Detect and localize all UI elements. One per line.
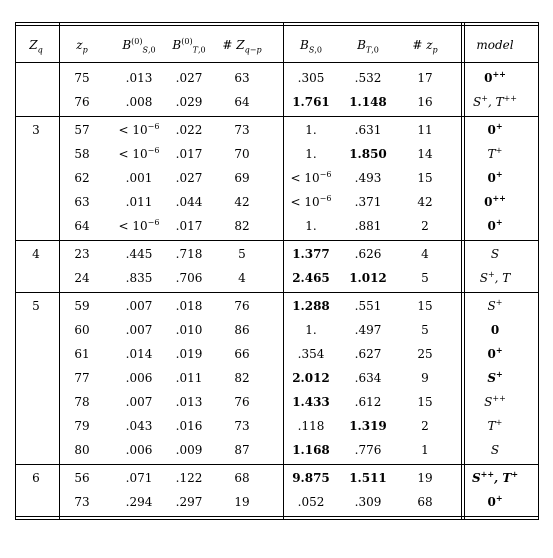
nzqp-cell: 86 — [234, 323, 250, 337]
bt-cell: .634 — [354, 371, 382, 385]
bs-cell: 1.377 — [292, 247, 330, 261]
bs-cell: 1.761 — [292, 95, 330, 109]
nzp-cell: 5 — [421, 271, 429, 285]
zq-cell: 4 — [32, 247, 40, 261]
bs0-cell: .835 — [125, 271, 153, 285]
nzqp-cell: 5 — [238, 247, 246, 261]
model-cell: T+ — [487, 418, 503, 433]
zp-cell: 57 — [74, 123, 90, 137]
bs-cell: .118 — [297, 419, 325, 433]
model-divider-2 — [464, 22, 465, 520]
bt-cell: .371 — [354, 195, 382, 209]
model-cell: 0++ — [484, 193, 506, 209]
bt-cell: 1.511 — [349, 471, 387, 485]
zp-cell: 78 — [74, 395, 90, 409]
bt-cell: .626 — [354, 247, 382, 261]
bs0-cell: .007 — [125, 395, 153, 409]
bt-cell: .612 — [354, 395, 382, 409]
right-border — [538, 22, 539, 520]
bt0-cell: .009 — [175, 443, 203, 457]
bt0-cell: .027 — [175, 171, 203, 185]
bt0-cell: .044 — [175, 195, 203, 209]
bt0-cell: .010 — [175, 323, 203, 337]
model-cell: 0+ — [487, 493, 503, 509]
nzqp-cell: 82 — [234, 371, 250, 385]
zq-cell: 6 — [32, 471, 40, 485]
bt0-cell: .029 — [175, 95, 203, 109]
bs0-cell: < $10^{-6}$ — [118, 218, 160, 233]
nzqp-cell: 68 — [234, 471, 250, 485]
zp-cell: 77 — [74, 371, 90, 385]
nzqp-cell: 64 — [234, 95, 250, 109]
bt-cell: .776 — [354, 443, 382, 457]
nzp-cell: 15 — [417, 395, 433, 409]
bs-cell: 9.875 — [292, 471, 330, 485]
nzqp-cell: 42 — [234, 195, 250, 209]
zp-cell: 23 — [74, 247, 90, 261]
bs0-cell: .007 — [125, 323, 153, 337]
model-cell: S+, T — [479, 270, 511, 285]
bt-cell: 1.012 — [349, 271, 387, 285]
nzp-cell: 17 — [417, 71, 433, 85]
bs-cell: 1.288 — [292, 299, 330, 313]
bs-cell: .305 — [297, 71, 325, 85]
bs0-cell: < $10^{-6}$ — [118, 146, 160, 161]
nzp-cell: 16 — [417, 95, 433, 109]
header-bt: $B_{T,0}$ — [357, 38, 379, 55]
nzqp-cell: 4 — [238, 271, 246, 285]
nzp-cell: 15 — [417, 299, 433, 313]
nzp-cell: 4 — [421, 247, 429, 261]
bs0-cell: < $10^{-6}$ — [118, 122, 160, 137]
model-cell: 0+ — [487, 217, 503, 233]
zp-cell: 24 — [74, 271, 90, 285]
bs0-cell: .445 — [125, 247, 153, 261]
bt-cell: .493 — [354, 171, 382, 185]
bs-cell: 2.012 — [292, 371, 330, 385]
bt0-cell: .011 — [175, 371, 203, 385]
left-border — [15, 22, 16, 520]
bs0-cell: .008 — [125, 95, 153, 109]
bt-cell: .881 — [354, 219, 382, 233]
zp-cell: 75 — [74, 71, 90, 85]
zp-cell: 59 — [74, 299, 90, 313]
nzqp-cell: 66 — [234, 347, 250, 361]
nzp-cell: 9 — [421, 371, 429, 385]
zp-cell: 62 — [74, 171, 90, 185]
nzp-cell: 68 — [417, 495, 433, 509]
mid-divider — [283, 22, 284, 520]
bt0-cell: .022 — [175, 123, 203, 137]
bs-cell: 2.465 — [292, 271, 330, 285]
bt0-cell: .718 — [175, 247, 203, 261]
nzp-cell: 2 — [421, 219, 429, 233]
bs-cell: 1.168 — [292, 443, 330, 457]
header-model: model — [476, 38, 514, 52]
bs0-cell: .071 — [125, 471, 153, 485]
nzqp-cell: 76 — [234, 299, 250, 313]
nzqp-cell: 73 — [234, 419, 250, 433]
results-table — [15, 22, 539, 520]
model-cell: T+ — [487, 146, 503, 161]
bs-cell: 1. — [305, 323, 317, 337]
nzqp-cell: 69 — [234, 171, 250, 185]
nzqp-cell: 76 — [234, 395, 250, 409]
model-cell: 0+ — [487, 345, 503, 361]
header-bs0: $B^{(0)}_{S,0}$ — [122, 37, 156, 55]
bt0-cell: .017 — [175, 147, 203, 161]
nzqp-cell: 73 — [234, 123, 250, 137]
bs0-cell: .294 — [125, 495, 153, 509]
bs-cell: 1. — [305, 147, 317, 161]
bs0-cell: .006 — [125, 443, 153, 457]
model-divider-1 — [461, 22, 462, 520]
model-cell: S++, T+ — [471, 469, 519, 485]
nzqp-cell: 87 — [234, 443, 250, 457]
header-nzp: # $z_p$ — [412, 38, 438, 55]
zp-cell: 76 — [74, 95, 90, 109]
nzp-cell: 25 — [417, 347, 433, 361]
bt-cell: .532 — [354, 71, 382, 85]
nzp-cell: 11 — [417, 123, 433, 137]
bs0-cell: .013 — [125, 71, 153, 85]
bs0-cell: .006 — [125, 371, 153, 385]
bs0-cell: .043 — [125, 419, 153, 433]
model-cell: S — [490, 247, 500, 261]
model-cell: 0+ — [487, 121, 503, 137]
header-bt0: $B^{(0)}_{T,0}$ — [172, 37, 206, 55]
nzp-cell: 42 — [417, 195, 433, 209]
bs-cell: .052 — [297, 495, 325, 509]
zp-cell: 80 — [74, 443, 90, 457]
bs-cell: 1. — [305, 219, 317, 233]
bt-cell: .627 — [354, 347, 382, 361]
zq-cell: 3 — [32, 123, 40, 137]
zp-cell: 61 — [74, 347, 90, 361]
zp-cell: 58 — [74, 147, 90, 161]
nzp-cell: 2 — [421, 419, 429, 433]
zp-cell: 64 — [74, 219, 90, 233]
zq-cell: 5 — [32, 299, 40, 313]
bs-cell: .354 — [297, 347, 325, 361]
bt-cell: 1.850 — [349, 147, 387, 161]
bs-cell: < $10^{-6}$ — [290, 194, 332, 209]
model-cell: 0+ — [487, 169, 503, 185]
bt0-cell: .027 — [175, 71, 203, 85]
bs-cell: 1.433 — [292, 395, 330, 409]
nzp-cell: 14 — [417, 147, 433, 161]
bt0-cell: .018 — [175, 299, 203, 313]
zq-divider — [59, 22, 60, 520]
model-cell: S+, T++ — [473, 94, 517, 109]
bs0-cell: .014 — [125, 347, 153, 361]
model-cell: 0++ — [484, 69, 506, 85]
bs0-cell: .001 — [125, 171, 153, 185]
bs0-cell: .007 — [125, 299, 153, 313]
bt-cell: .497 — [354, 323, 382, 337]
zp-cell: 63 — [74, 195, 90, 209]
nzp-cell: 1 — [421, 443, 429, 457]
nzp-cell: 19 — [417, 471, 433, 485]
model-cell: 0 — [490, 323, 500, 337]
model-cell: S++ — [484, 394, 506, 409]
bt0-cell: .017 — [175, 219, 203, 233]
bt0-cell: .013 — [175, 395, 203, 409]
bt-cell: 1.148 — [349, 95, 387, 109]
bt0-cell: .019 — [175, 347, 203, 361]
nzqp-cell: 82 — [234, 219, 250, 233]
zp-cell: 60 — [74, 323, 90, 337]
nzqp-cell: 63 — [234, 71, 250, 85]
header-bs: $B_{S,0}$ — [300, 38, 322, 55]
bs-cell: 1. — [305, 123, 317, 137]
bt-cell: .309 — [354, 495, 382, 509]
zp-cell: 79 — [74, 419, 90, 433]
bt-cell: .551 — [354, 299, 382, 313]
header-zq: $Z_q$ — [29, 38, 43, 55]
header-nzqp: # $Z_{q-p}$ — [222, 38, 262, 55]
nzp-cell: 5 — [421, 323, 429, 337]
nzp-cell: 15 — [417, 171, 433, 185]
bt0-cell: .122 — [175, 471, 203, 485]
zp-cell: 56 — [74, 471, 90, 485]
bt-cell: .631 — [354, 123, 382, 137]
model-cell: S+ — [487, 369, 503, 385]
zp-cell: 73 — [74, 495, 90, 509]
header-zp: $z_p$ — [76, 38, 88, 55]
bt0-cell: .297 — [175, 495, 203, 509]
nzqp-cell: 19 — [234, 495, 250, 509]
model-cell: S — [490, 443, 500, 457]
model-cell: S+ — [487, 298, 503, 313]
bt0-cell: .706 — [175, 271, 203, 285]
nzqp-cell: 70 — [234, 147, 250, 161]
bs-cell: < $10^{-6}$ — [290, 170, 332, 185]
bt-cell: 1.319 — [349, 419, 387, 433]
bt0-cell: .016 — [175, 419, 203, 433]
bs0-cell: .011 — [125, 195, 153, 209]
